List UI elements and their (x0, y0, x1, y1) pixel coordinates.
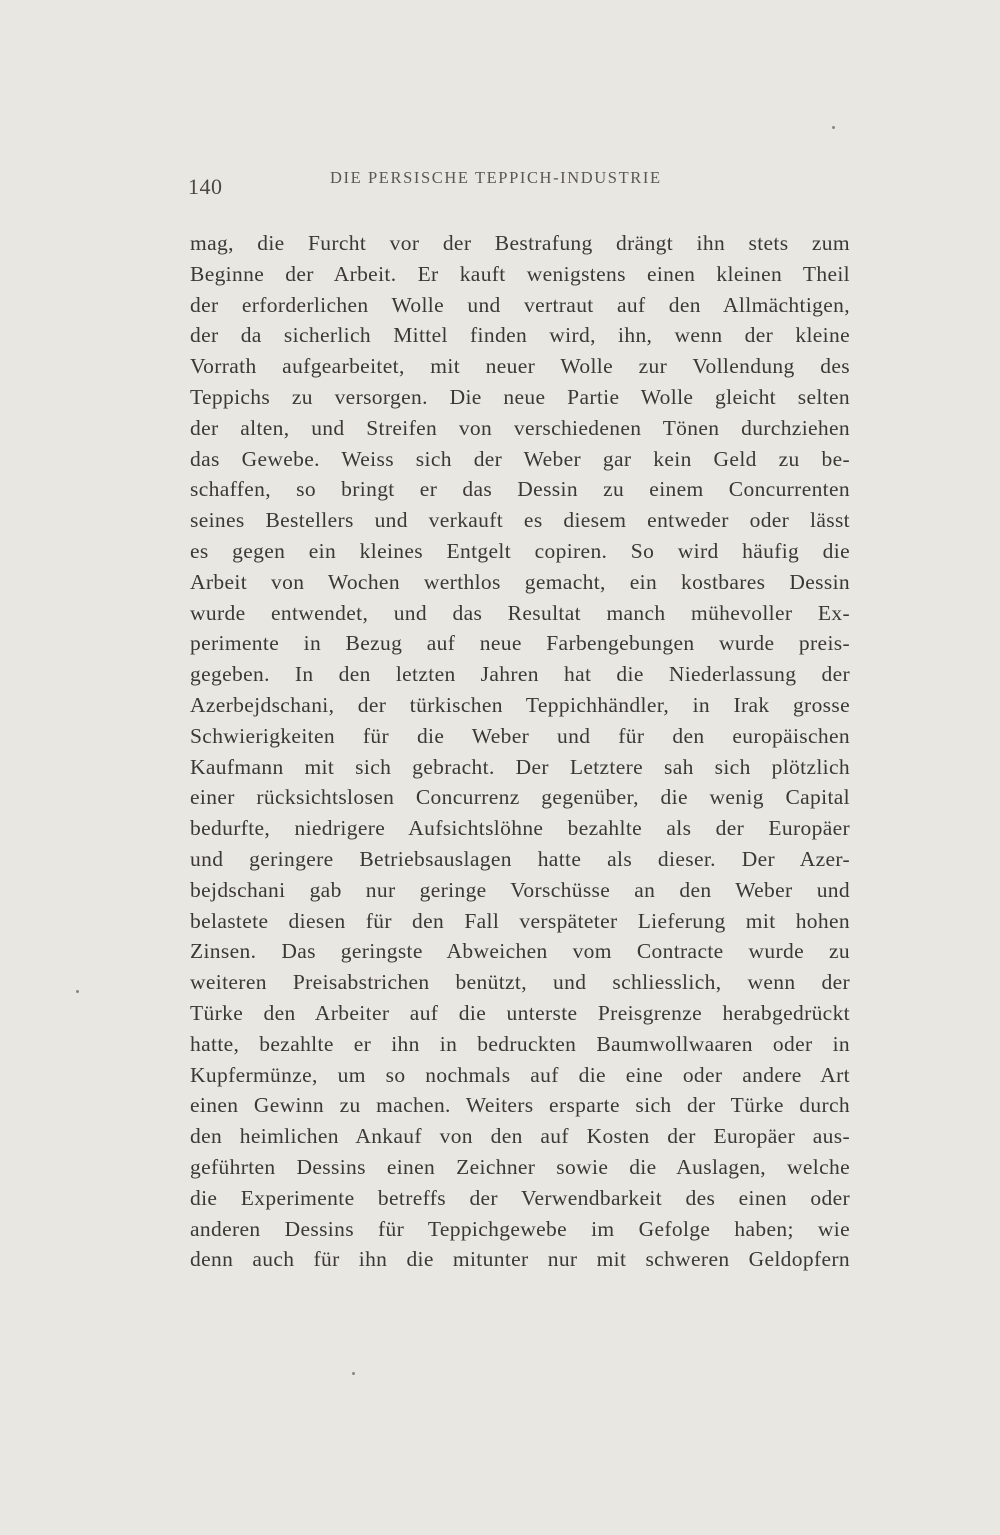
text-line: den heimlichen Ankauf von den auf Kosten der Europäer aus- (190, 1124, 850, 1149)
text-line: bedurfte, niedrigere Aufsichtslöhne bezahlte als der Europäer (190, 816, 850, 841)
text-line: das Gewebe. Weiss sich der Weber gar kein Geld zu be- (190, 446, 850, 471)
text-line: einen Gewinn zu machen. Weiters ersparte sich der Türke durch (190, 1093, 850, 1118)
text-line: Arbeit von Wochen werthlos gemacht, ein kostbares Dessin (190, 569, 850, 594)
text-line: der da sicherlich Mittel finden wird, ihn, wenn der kleine (190, 323, 850, 348)
text-line: seines Bestellers und verkauft es diesem entweder oder lässt (190, 508, 850, 533)
text-line: belastete diesen für den Fall verspäteter Lieferung mit hohen (190, 908, 850, 933)
text-line: anderen Dessins für Teppichgewebe im Gefolge haben; wie (190, 1216, 850, 1241)
text-line: der erforderlichen Wolle und vertraut auf den Allmächtigen, (190, 292, 850, 317)
text-line: Türke den Arbeiter auf die unterste Preisgrenze herabgedrückt (190, 1000, 850, 1025)
text-line: weiteren Preisabstrichen benützt, und schliesslich, wenn der (190, 970, 850, 995)
text-line: hatte, bezahlte er ihn in bedruckten Baumwollwaaren oder in (190, 1031, 850, 1056)
text-line: und geringere Betriebsauslagen hatte als dieser. Der Azer- (190, 846, 850, 871)
text-line: die Experimente betreffs der Verwendbarkeit des einen oder (190, 1185, 850, 1210)
page-header (188, 168, 868, 198)
text-line: geführten Dessins einen Zeichner sowie die Auslagen, welche (190, 1154, 850, 1179)
text-line: wurde entwendet, und das Resultat manch mühevoller Ex- (190, 600, 850, 625)
running-title: DIE PERSISCHE TEPPICH-INDUSTRIE (330, 168, 662, 187)
text-line: Teppichs zu versorgen. Die neue Partie Wolle gleicht selten (190, 384, 850, 409)
text-line: Kupfermünze, um so nochmals auf die eine oder andere Art (190, 1062, 850, 1087)
text-line: mag, die Furcht vor der Bestrafung drängt ihn stets zum (190, 231, 850, 255)
text-line: perimente in Bezug auf neue Farbengebungen wurde preis- (190, 631, 850, 656)
text-line: es gegen ein kleines Entgelt copiren. So wird häufig die (190, 538, 850, 563)
text-line: denn auch für ihn die mitunter nur mit schweren Geldopfern (190, 1247, 850, 1272)
text-line: Beginne der Arbeit. Er kauft wenigstens einen kleinen Theil (190, 261, 850, 286)
text-line: Kaufmann mit sich gebracht. Der Letztere sah sich plötzlich (190, 754, 850, 779)
text-line: einer rücksichtslosen Concurrenz gegenüber, die wenig Capital (190, 785, 850, 810)
text-line: Vorrath aufgearbeitet, mit neuer Wolle zur Vollendung des (190, 354, 850, 379)
paper-speck (76, 990, 79, 993)
body-text (190, 228, 850, 1275)
text-line: Schwierigkeiten für die Weber und für den europäischen (190, 723, 850, 748)
text-line: schaffen, so bringt er das Dessin zu einem Concurrenten (190, 477, 850, 502)
page-number: 140 (188, 174, 223, 199)
text-line: bejdschani gab nur geringe Vorschüsse an den Weber und (190, 877, 850, 902)
text-line: Zinsen. Das geringste Abweichen vom Contracte wurde zu (190, 939, 850, 964)
text-line: gegeben. In den letzten Jahren hat die Niederlassung der (190, 662, 850, 687)
paper-speck (832, 126, 835, 129)
text-line: Azerbejdschani, der türkischen Teppichhändler, in Irak grosse (190, 692, 850, 717)
paper-speck (352, 1372, 355, 1375)
text-line: der alten, und Streifen von verschiedenen Tönen durchziehen (190, 415, 850, 440)
